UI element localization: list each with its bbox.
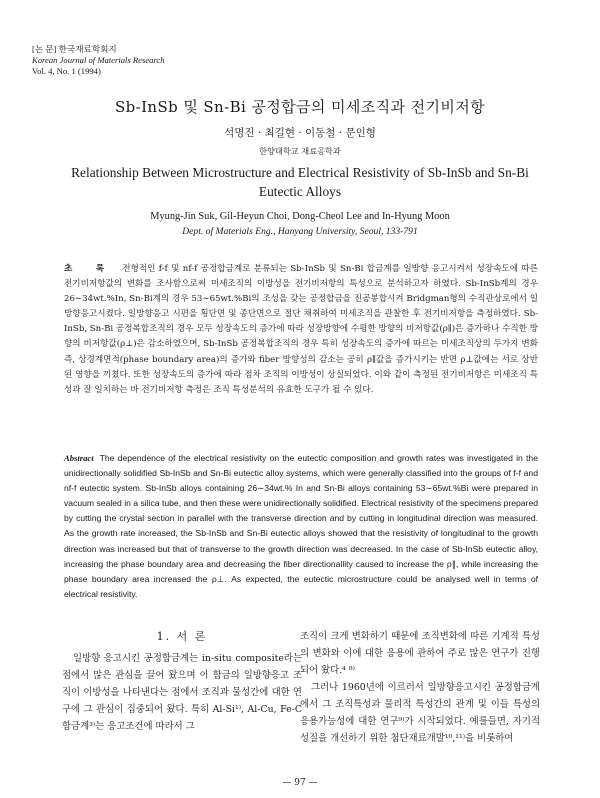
journal-volume: Vol. 4, No. 1 (1994) xyxy=(32,66,101,76)
abstract-korean xyxy=(64,262,538,398)
abstract-korean-text: 전형적인 f-f 및 nf-f 공정합금계로 분류되는 Sb-InSb 및 Sn-Bi 합금계를 일방향 응고시켜서 성장속도에 따른 전기비저항값의 변화를 조사함으로써 미세조직의 이방성을 전기비저항의 특성으로 분석하고자 하였다. Sb-InSb계의 경우 26∼34wt.%In, Sn-Bi계의 경우 53∼65wt.%Bi의 조성을 갖는 공정합금을 진공봉합시켜 Bridgman형의 수직관상로에서 일방향응고시켰다. 일방향응고 시편을 횡단면 및 종단면으로 절단 채취하여 미세조직을 관찰한 후 전기비저항을 측정하였다. Sb-InSb, Sn-Bi 공정복합조직의 경우 모두 성장속도의 증가에 따라 성장방향에 수평한 방향의 비저항값(ρ∥)은 증가하나 수직한 방향의 비저항값(ρ⊥)은 감소하였으며, Sb-InSb 공정복합조직의 경우 특히 성장속도의 증가에 따르는 미세조직상의 두가지 변화 즉, 상경계면적(phase boundary area)의 증가와 fiber 방향성의 감소는 공히 ρ∥값을 증가시키는 반면 ρ⊥값에는 서로 상반된 영향을 끼쳤다. 또한 성장속도의 증가에 따라 점차 조직의 이방성이 상실되었다. 이와 같이 측정된 전기비저항은 미세조직 특성과 잘 일치하는 바 전기비저항 측정은 조직 특성분석의 유효한 도구가 될 수 있다. xyxy=(64,264,538,395)
page-number: — 97 — xyxy=(282,778,318,788)
affiliation-english: Dept. of Materials Eng., Hanyang University, Seoul, 133-791 xyxy=(182,226,418,237)
affiliation-korean: 한양대학교 재료공학과 xyxy=(259,146,341,156)
journal-name-en: Korean Journal of Materials Research xyxy=(32,55,165,65)
title-korean: Sb-InSb 및 Sn-Bi 공정합금의 미세조직과 전기비저항 xyxy=(114,98,486,116)
section-heading: 1. 서 론 xyxy=(156,630,208,643)
intro-paragraph-1: 일방향 응고시킨 공정합금계는 in-situ composite라는 점에서 많은 관심을 끌어 왔으며 이 합금의 일방향응고 조직이 이방성을 나타낸다는 점에서 조직과 물성간에 대한 연구에 그 관심이 집중되어 왔다. 특히 Al-Si¹⁾, Al-Cu, Fe-C 합금계³⁾는 응고조건에 따라서 그 xyxy=(62,653,302,732)
intro-paragraph-1-continued: 조직이 크게 변화하기 때문에 조직변화에 따른 기계적 특성의 변화와 이에 대한 응용에 관하여 주로 많은 연구가 진행되어 왔다.⁴ ⁸⁾ xyxy=(300,631,540,676)
authors-english: Myung-Jin Suk, Gil-Heyun Choi, Dong-Cheol Lee and In-Hyung Moon xyxy=(150,211,450,222)
column-right xyxy=(300,628,540,747)
intro-paragraph-2: 그러나 1960년에 이르러서 일방향응고시킨 공정합금계에서 그 조직특성과 물리적 특성간의 관계 및 이들 특성의 응용가능성에 대한 연구⁹⁾가 시작되었다. 예를들면, 자기적 성질을 개선하기 위한 첨단재료개발¹⁰,¹¹⁾을 비롯하여 xyxy=(300,682,540,744)
abstract-english xyxy=(64,451,538,602)
abstract-english-text: The dependence of the electrical resistivity on the eutectic composition and growth rates was investigated in the unidirectionally solidified Sb-InSb and Sn-Bi eutectic alloy systems, which were generally classified into the groups of f-f and nf-f eutectic system. Sb-InSb alloys containing 26∼34wt.% In and Sn-Bi alloys containing 53∼65wt.%Bi were prepared in vacuum sealed in a silica tube, and then these were unidirectionally solidified. Electrical resistivity of the specimens prepared by cutting the crystal section in parallel with the transverse direction and by cutting in longitudinal direction was measured. As the growth rate increased, the Sb-InSb and Sn-Bi eutectic alloys showed that the resistivity of longitudinal to the growth direction was increased but that of transverse to the growth direction was decreased. In the case of Sb-InSb eutectic alloy, increasing the phase boundary area and decreasing the fiber directionallity caused to increase the ρ∥, while increasing the phase boundary area increased the ρ⊥. As expected, the eutectic microstructure could be analysed well in terms of electrical resistivity. xyxy=(64,453,538,599)
abstract-english-label: Abstract xyxy=(64,453,94,463)
column-left xyxy=(62,628,302,735)
abstract-korean-label: 초 록 xyxy=(64,264,115,274)
journal-name-ko: [논 문] 한국재료학회지 xyxy=(32,44,117,54)
journal-header xyxy=(32,44,165,77)
title-english: Relationship Between Microstructure and Electrical Resistivity of Sb-InSb and Sn-Bi Eutectic Alloys xyxy=(71,165,529,199)
authors-korean: 석명진 · 최길현 · 이동철 · 문인형 xyxy=(224,127,376,139)
